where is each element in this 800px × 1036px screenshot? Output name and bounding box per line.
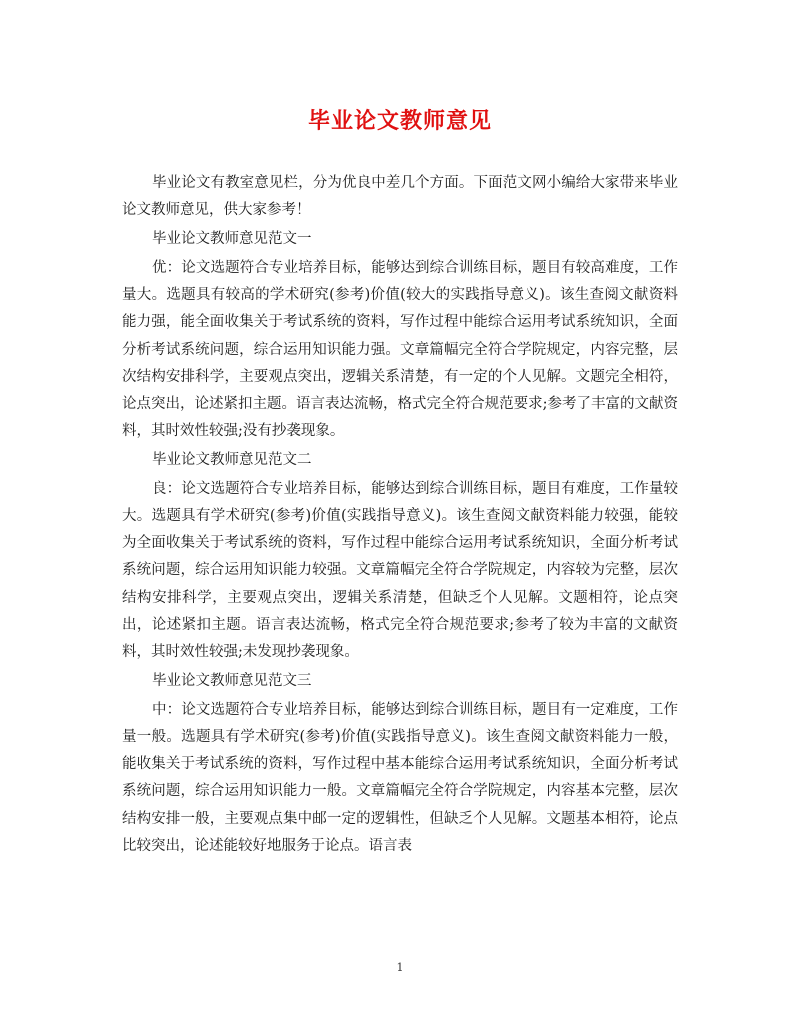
page-number: 1 bbox=[396, 961, 404, 974]
section-paragraph-1: 优：论文选题符合专业培养目标，能够达到综合训练目标，题目有较高难度，工作量大。选题具有较高的学术研究(参考)价值(较大的实践指导意义)。该生查阅文献资料能力强，能全面收集关于考试系统的资料，写作过程中能综合运用考试系统知识，全面分析考试系统问题，综合运用知识能力强。文章篇幅完全符合学院规定，内容完整，层次结构安排科学，主要观点突出，逻辑关系清楚，有一定的个人见解。文题完全相符，论点突出，论述紧扣主题。语言表达流畅，格式完全符合规范要求;参考了丰富的文献资料，其时效性较强;没有抄袭现象。 bbox=[122, 259, 678, 440]
intro-paragraph: 毕业论文有教室意见栏，分为优良中差几个方面。下面范文网小编给大家带来毕业论文教师意见，供大家参考！ bbox=[122, 175, 678, 219]
section-paragraph-3: 中：论文选题符合专业培养目标，能够达到综合训练目标，题目有一定难度，工作量一般。选题具有学术研究(参考)价值(实践指导意义)。该生查阅文献资料能力一般，能收集关于考试系统的资料，写作过程中基本能综合运用考试系统知识，全面分析考试系统问题，综合运用知识能力一般。文章篇幅完全符合学院规定，内容基本完整，层次结构安排一般，主要观点集中邮一定的逻辑性，但缺乏个人见解。文题基本相符，论点比较突出，论述能较好地服务于论点。语言表 bbox=[122, 701, 678, 854]
section-heading-2: 毕业论文教师意见范文二 bbox=[152, 452, 312, 469]
section-paragraph-2: 良：论文选题符合专业培养目标，能够达到综合训练目标，题目有难度，工作量较大。选题具有学术研究(参考)价值(实践指导意义)。该生查阅文献资料能力较强，能较为全面收集关于考试系统的资料，写作过程中能综合运用考试系统知识，全面分析考试系统问题，综合运用知识能力较强。文章篇幅完全符合学院规定，内容较为完整，层次结构安排科学，主要观点突出，逻辑关系清楚，但缺乏个人见解。文题相符，论点突出，论述紧扣主题。语言表达流畅，格式完全符合规范要求;参考了较为丰富的文献资料，其时效性较强;未发现抄袭现象。 bbox=[122, 480, 678, 661]
section-heading-3: 毕业论文教师意见范文三 bbox=[152, 673, 312, 690]
document-title: 毕业论文教师意见 bbox=[307, 108, 492, 134]
document-body bbox=[122, 170, 678, 860]
section-heading-1: 毕业论文教师意见范文一 bbox=[152, 231, 312, 248]
